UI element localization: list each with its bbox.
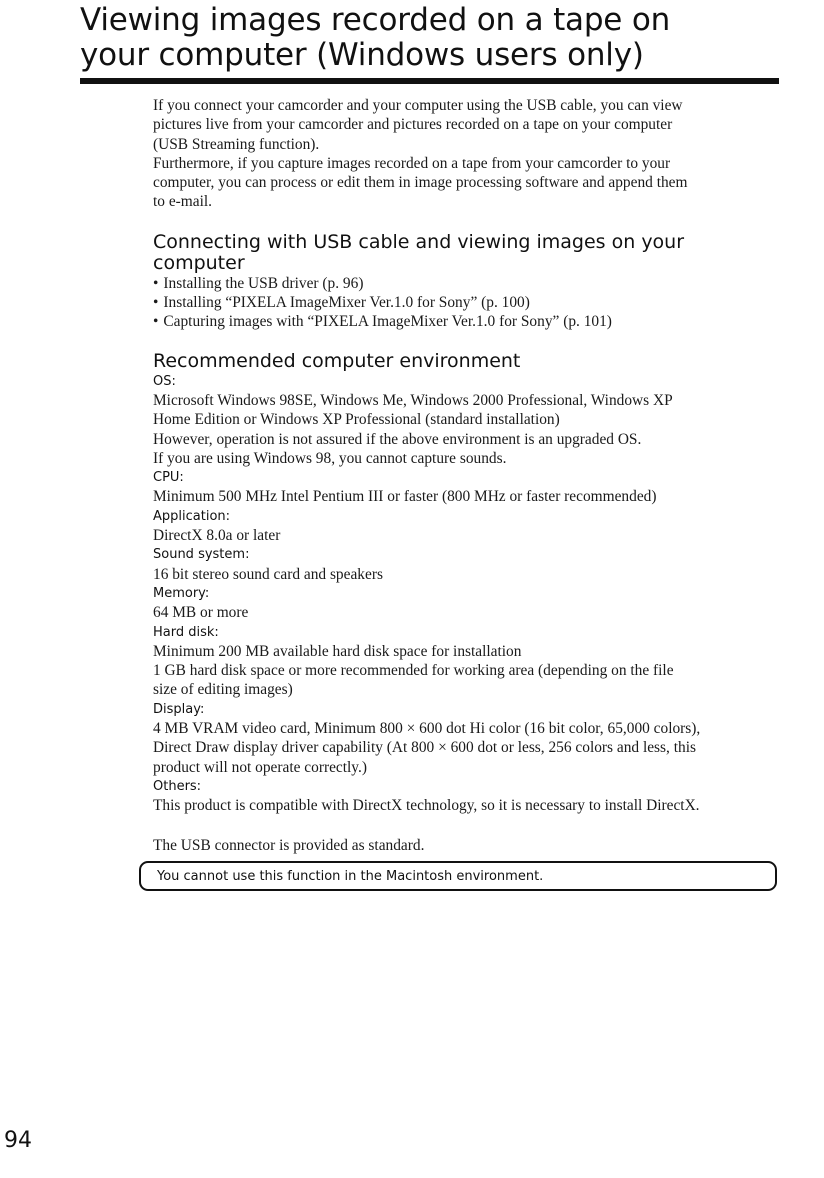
page-title-line-2: your computer (Windows users only) [80, 37, 644, 73]
os-text: Home Edition or Windows XP Professional (standard installation) [153, 411, 560, 429]
display-text: 4 MB VRAM video card, Minimum 800 × 600 dot Hi color (16 bit color, 65,000 colors), [153, 720, 701, 738]
intro-paragraph [153, 96, 783, 212]
hard-disk-text: 1 GB hard disk space or more recommended for working area (depending on the file [153, 662, 674, 680]
os-text: However, operation is not assured if the above environment is an upgraded OS. [153, 430, 642, 448]
application-text: DirectX 8.0a or later [153, 527, 281, 545]
connecting-heading-line-1: Connecting with USB cable and viewing images on your [153, 230, 685, 253]
display-text: Direct Draw display driver capability (At 800 × 600 dot or less, 256 colors and less, this [153, 739, 696, 757]
connecting-heading [153, 232, 783, 274]
environment-spec [153, 372, 783, 816]
others-text: This product is compatible with DirectX technology, so it is necessary to install DirectX. [153, 797, 700, 815]
others-label: Others: [153, 778, 202, 794]
macintosh-note-text: You cannot use this function in the Macintosh environment. [157, 869, 544, 884]
page-title-line-1: Viewing images recorded on a tape on [80, 2, 671, 38]
list-item: • Installing the USB driver (p. 96) [153, 274, 783, 293]
display-label: Display: [153, 701, 205, 717]
os-label: OS: [153, 373, 176, 389]
memory-label: Memory: [153, 585, 210, 601]
intro-line: computer, you can process or edit them in image processing software and append them [153, 174, 688, 192]
page-number: 94 [4, 1128, 32, 1153]
display-text: product will not operate correctly.) [153, 758, 367, 776]
macintosh-note-box [139, 861, 777, 891]
connecting-steps-list [153, 274, 783, 332]
application-label: Application: [153, 508, 231, 524]
os-text: If you are using Windows 98, you cannot capture sounds. [153, 449, 507, 467]
page-title [80, 3, 780, 73]
title-rule [80, 78, 779, 84]
os-text: Microsoft Windows 98SE, Windows Me, Windows 2000 Professional, Windows XP [153, 391, 673, 409]
list-item: • Installing “PIXELA ImageMixer Ver.1.0 for Sony” (p. 100) [153, 293, 783, 312]
intro-line: If you connect your camcorder and your computer using the USB cable, you can view [153, 97, 683, 114]
intro-line: (USB Streaming function). [153, 135, 320, 153]
cpu-label: CPU: [153, 470, 184, 486]
connecting-heading-line-2: computer [153, 251, 245, 274]
main-content [153, 96, 783, 855]
list-item: • Capturing images with “PIXELA ImageMixer Ver.1.0 for Sony” (p. 101) [153, 312, 783, 331]
sound-system-label: Sound system: [153, 547, 250, 563]
memory-text: 64 MB or more [153, 604, 249, 622]
hard-disk-text: Minimum 200 MB available hard disk space for installation [153, 642, 522, 660]
intro-line: Furthermore, if you capture images recorded on a tape from your camcorder to your [153, 154, 671, 172]
environment-heading: Recommended computer environment [153, 349, 521, 372]
usb-connector-note: The USB connector is provided as standard. [153, 836, 425, 854]
hard-disk-text: size of editing images) [153, 681, 293, 699]
cpu-text: Minimum 500 MHz Intel Pentium III or faster (800 MHz or faster recommended) [153, 488, 657, 506]
hard-disk-label: Hard disk: [153, 624, 219, 640]
sound-system-text: 16 bit stereo sound card and speakers [153, 565, 383, 583]
intro-line: pictures live from your camcorder and pictures recorded on a tape on your computer [153, 116, 673, 134]
intro-line: to e-mail. [153, 193, 212, 211]
